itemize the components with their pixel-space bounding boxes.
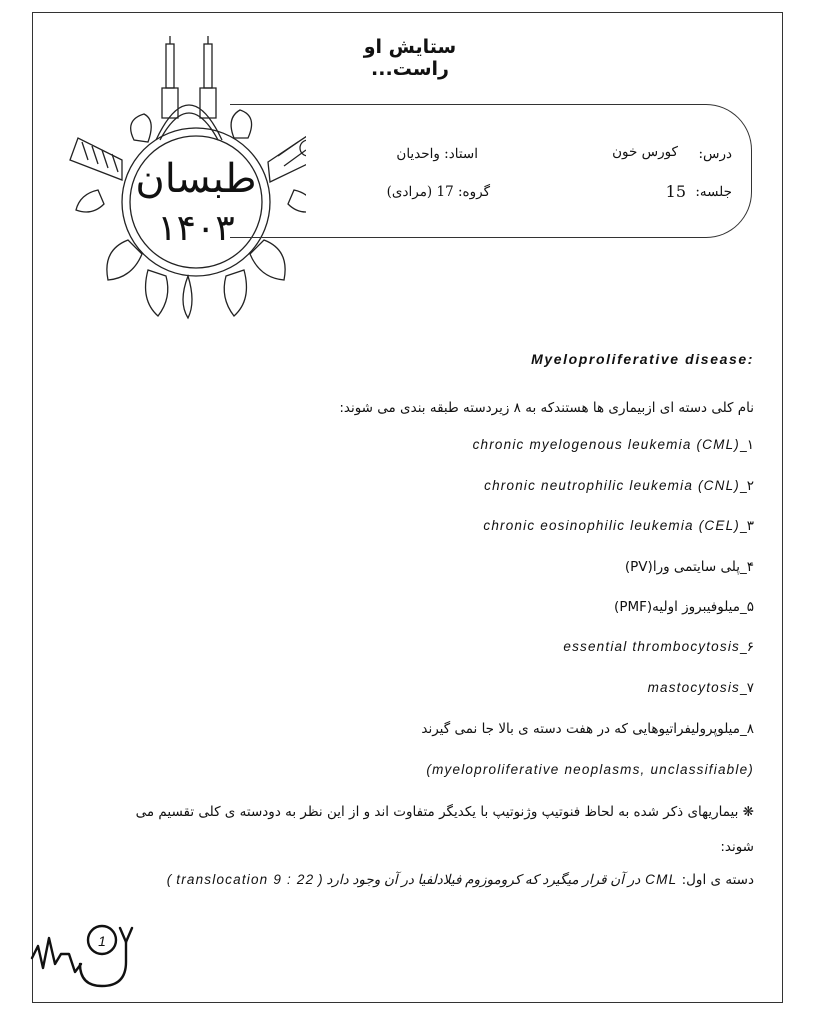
teacher: استاد: واحدیان [396,146,478,162]
list-item [421,721,754,737]
group-one-text: CML در آن قرار میگیرد که کروموزوم فیلادلفیا در آن وجود دارد ( translocation 9 : 22 ) [166,872,678,887]
list-item-text: میلوفیبروز اولیه(PMF) [614,599,740,615]
course-label: درس: [698,146,732,162]
list-item [483,518,754,534]
list-item-number: ۷_ [739,680,754,696]
note-paragraph: ❋ بیماریهای ذکر شده به لحاظ فنوتیپ وژنوتیپ با یکدیگر متفاوت اند و از این نظر به دودسته ی کلی تقسیم می شوند: [135,804,754,855]
list-item [473,437,754,453]
section-heading: Myeloproliferative disease: [531,351,754,367]
group-one-label: دسته ی اول: [681,872,754,888]
page-number: 1 [98,933,106,949]
group-one-line [167,872,754,888]
page-title: ستایش او راست... [363,36,457,80]
list-item-text: میلوپرولیفراتیوهایی که در هفت دسته ی بالا جا نمی گیرند [421,721,740,737]
list-item-number: ۵_ [739,599,754,615]
list-item [625,559,754,575]
list-item-number: ۳_ [739,518,754,534]
list-item-number: ۴_ [739,559,754,575]
list-item-text: پلی سایتمی ورا(PV) [624,559,740,575]
list-item [563,639,754,655]
intro-text: نام کلی دسته ای ازبیماری ها هستندکه به ۸ زیردسته طبقه بندی می شوند: [339,400,754,416]
list-item-text: chronic myelogenous leukemia (CML) [472,437,740,452]
list-item-number: ۶_ [739,639,754,655]
list-item-text: chronic neutrophilic leukemia (CNL) [484,478,740,493]
session-value: 15 [665,182,686,201]
emblem-text-year: ۱۴۰۳ [157,208,235,249]
list-item [648,680,754,696]
stethoscope-icon [30,918,140,994]
list-item-number: ۸_ [739,721,754,737]
list-item-text: mastocytosis [647,680,740,695]
list-item-text: chronic eosinophilic leukemia (CEL) [483,518,740,533]
list-item [484,478,754,494]
session-label: جلسه: [695,184,732,200]
group: گروه: 17 (مرادی) [386,184,490,200]
list-item-subtext: (myeloproliferative neoplasms, unclassifiable) [426,762,754,777]
list-item [614,599,754,615]
list-item-number: ۲_ [739,478,754,494]
info-box [230,104,752,238]
emblem-text-main: طبسان [135,156,257,202]
course-value: کورس خون [612,144,678,160]
list-item-text: essential thrombocytosis [563,639,740,654]
list-item-number: ۱_ [739,437,754,453]
